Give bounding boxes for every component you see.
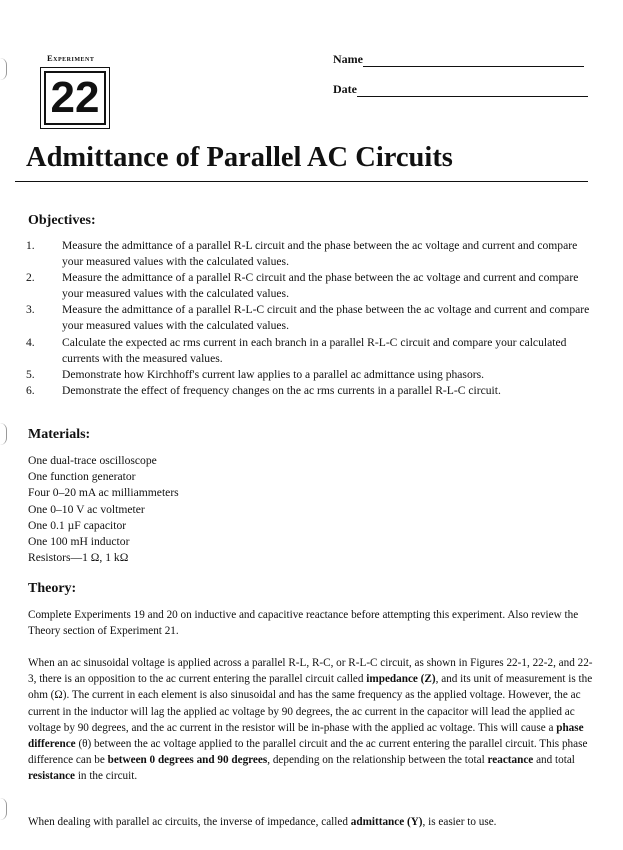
objective-text: Measure the admittance of a parallel R-L circuit and the phase between the ac voltage and current and compare your measured values with the calculated values. bbox=[62, 239, 578, 269]
objective-item bbox=[26, 302, 601, 334]
theory-paragraph-1: Complete Experiments 19 and 20 on inductive and capacitive reactance before attempting this experiment. Also review the Theory section of Experiment 21. bbox=[28, 609, 579, 638]
materials-heading: Materials: bbox=[28, 427, 91, 442]
theory-paragraph-3 bbox=[28, 814, 595, 830]
scan-margin-mark bbox=[0, 58, 7, 80]
objective-number: 2. bbox=[26, 271, 35, 285]
theory-text: When dealing with parallel ac circuits, the inverse of impedance, called bbox=[28, 816, 351, 828]
objective-item bbox=[26, 383, 601, 399]
experiment-number: 22 bbox=[44, 71, 106, 125]
experiment-label: Experiment bbox=[47, 53, 95, 63]
objective-text: Demonstrate the effect of frequency changes on the ac rms currents in a parallel R-L-C circuit. bbox=[62, 383, 501, 397]
objective-item bbox=[26, 335, 601, 367]
theory-text: , depending on the relationship between the total bbox=[267, 754, 488, 767]
page-title: Admittance of Parallel AC Circuits bbox=[26, 142, 453, 173]
scan-margin-mark bbox=[0, 798, 7, 820]
theory-text: and total bbox=[533, 754, 575, 767]
scan-margin-mark bbox=[0, 423, 7, 445]
theory-heading: Theory: bbox=[28, 581, 77, 596]
material-item: Four 0–20 mA ac milliammeters bbox=[28, 486, 179, 500]
objective-number: 5. bbox=[26, 367, 35, 381]
objectives-heading: Objectives: bbox=[28, 213, 96, 228]
title-divider bbox=[15, 181, 588, 182]
term-phase-difference: phase difference bbox=[28, 721, 584, 751]
material-item: Resistors—1 Ω, 1 kΩ bbox=[28, 551, 129, 565]
date-label: Date bbox=[333, 82, 357, 96]
theory-text: (θ) between the ac voltage applied to the parallel circuit and the ac current entering the parallel circuit. This phase difference can be bbox=[28, 738, 588, 767]
theory-text: , and its unit of measurement is the ohm (Ω). The current in each element is also sinusoidal and has the same frequency as the applied voltage. However, the ac current in the inductor will lag the applied ac voltage by 90 degrees, the ac current in the capacitor will lead the applied ac voltage by 90 degrees, and the ac current in the resistor will be in-phase with the applied ac voltage. This will cause a bbox=[28, 673, 593, 734]
objective-number: 1. bbox=[26, 239, 35, 252]
objective-item bbox=[26, 270, 601, 302]
objective-text: Measure the admittance of a parallel R-L-C circuit and the phase between the ac voltage and current and compare your measured values with the calculated values. bbox=[62, 303, 590, 333]
name-label: Name bbox=[333, 52, 363, 66]
objective-text: Calculate the expected ac rms current in each branch in a parallel R-L-C circuit and compare your calculated currents with the measured values. bbox=[62, 335, 567, 365]
name-blank-line[interactable] bbox=[363, 53, 584, 67]
date-field bbox=[333, 82, 588, 97]
material-item: One 0–10 V ac voltmeter bbox=[28, 502, 145, 516]
material-item: One function generator bbox=[28, 470, 136, 484]
term-resistance: resistance bbox=[28, 770, 76, 783]
objective-number: 3. bbox=[26, 303, 35, 317]
objective-text: Measure the admittance of a parallel R-C circuit and the phase between the ac voltage and current and compare your measured values with the calculated values. bbox=[62, 271, 579, 301]
name-field bbox=[333, 52, 584, 67]
material-item: One 100 mH inductor bbox=[28, 535, 130, 549]
term-phase-range: between 0 degrees and 90 degrees bbox=[107, 754, 268, 767]
objective-item bbox=[26, 367, 601, 383]
objective-item bbox=[26, 238, 601, 270]
objective-number: 6. bbox=[26, 383, 35, 397]
term-reactance: reactance bbox=[487, 754, 534, 767]
term-impedance: impedance (Z) bbox=[366, 673, 436, 686]
theory-paragraph-2 bbox=[28, 655, 595, 785]
material-item: One 0.1 µF capacitor bbox=[28, 518, 127, 532]
theory-text: , is easier to use. bbox=[422, 816, 497, 828]
experiment-number-box bbox=[40, 67, 110, 129]
theory-text: When an ac sinusoidal voltage is applied across a parallel R-L, R-C, or R-L-C circuit, as shown in Figures 22-1, 22-2, and 22-3, there is an opposition to the ac current entering the parallel circuit called bbox=[28, 657, 593, 686]
materials-list bbox=[28, 453, 179, 566]
material-item: One dual-trace oscilloscope bbox=[28, 454, 157, 467]
objective-text: Demonstrate how Kirchhoff's current law applies to a parallel ac admittance using phasors. bbox=[62, 367, 485, 381]
date-blank-line[interactable] bbox=[357, 83, 588, 97]
theory-text: in the circuit. bbox=[75, 770, 138, 783]
term-admittance: admittance (Y) bbox=[350, 816, 423, 828]
objectives-list bbox=[26, 238, 601, 399]
objective-number: 4. bbox=[26, 335, 35, 349]
